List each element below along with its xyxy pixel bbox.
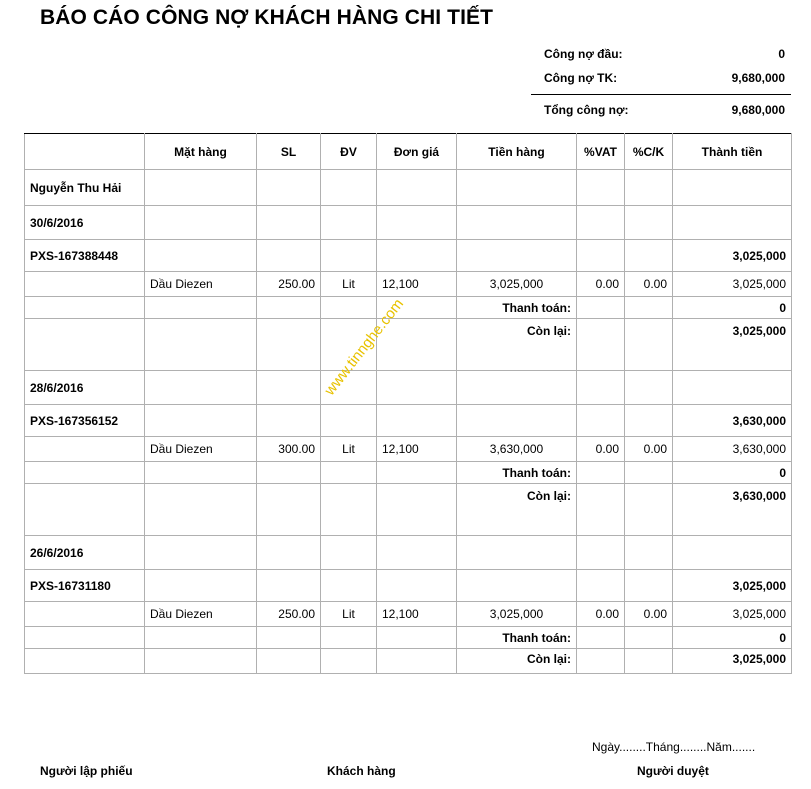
col-header [25, 134, 145, 170]
item-discount: 0.00 [625, 437, 673, 462]
date-cell: 30/6/2016 [25, 206, 145, 240]
item-price: 12,100 [377, 437, 457, 462]
item-amount: 3,025,000 [457, 602, 577, 627]
remaining-row [25, 649, 792, 674]
remaining-row [25, 319, 792, 371]
item-discount: 0.00 [625, 602, 673, 627]
col-header-qty: SL [257, 134, 321, 170]
col-header-total: Thành tiền [673, 134, 792, 170]
item-amount: 3,630,000 [457, 437, 577, 462]
paid-row [25, 627, 792, 649]
item-total: 3,630,000 [673, 437, 792, 462]
item-total: 3,025,000 [673, 602, 792, 627]
tk-label: Công nợ TK: [544, 71, 618, 85]
ledger-table [24, 133, 792, 674]
col-header-unit: ĐV [321, 134, 377, 170]
table-header [25, 134, 792, 170]
item-unit: Lit [321, 272, 377, 297]
paid-value: 0 [673, 462, 792, 484]
item-unit: Lit [321, 437, 377, 462]
paid-label: Thanh toán: [457, 297, 577, 319]
item-total: 3,025,000 [673, 272, 792, 297]
item-qty: 300.00 [257, 437, 321, 462]
remaining-row [25, 484, 792, 536]
date-row [25, 206, 792, 240]
col-header-discount: %C/K [625, 134, 673, 170]
paid-row [25, 297, 792, 319]
item-name: Dầu Diezen [145, 602, 257, 627]
document-total: 3,025,000 [673, 240, 792, 272]
item-name: Dầu Diezen [145, 272, 257, 297]
item-price: 12,100 [377, 602, 457, 627]
date-cell: 26/6/2016 [25, 536, 145, 570]
customer-name: Nguyễn Thu Hải [25, 170, 145, 206]
item-vat: 0.00 [577, 602, 625, 627]
item-discount: 0.00 [625, 272, 673, 297]
paid-row [25, 462, 792, 484]
item-qty: 250.00 [257, 602, 321, 627]
col-header-price: Đơn giá [377, 134, 457, 170]
paid-label: Thanh toán: [457, 627, 577, 649]
document-id: PXS-167388448 [25, 240, 145, 272]
remaining-value: 3,025,000 [673, 649, 792, 674]
document-id: PXS-16731180 [25, 570, 145, 602]
item-amount: 3,025,000 [457, 272, 577, 297]
col-header-amount: Tiền hàng [457, 134, 577, 170]
document-id: PXS-167356152 [25, 405, 145, 437]
total-value: 9,680,000 [731, 103, 785, 117]
date-cell: 28/6/2016 [25, 371, 145, 405]
summary-divider [531, 94, 791, 95]
paid-value: 0 [673, 297, 792, 319]
remaining-label: Còn lại: [457, 484, 577, 536]
item-price: 12,100 [377, 272, 457, 297]
document-total: 3,630,000 [673, 405, 792, 437]
item-unit: Lit [321, 602, 377, 627]
document-row [25, 405, 792, 437]
document-total: 3,025,000 [673, 570, 792, 602]
report-title: BÁO CÁO CÔNG NỢ KHÁCH HÀNG CHI TIẾT [40, 6, 494, 29]
document-row [25, 570, 792, 602]
table-row [25, 437, 792, 462]
signature-approver: Người duyệt [637, 764, 709, 778]
remaining-label: Còn lại: [457, 649, 577, 674]
remaining-value: 3,630,000 [673, 484, 792, 536]
item-vat: 0.00 [577, 437, 625, 462]
table-row [25, 272, 792, 297]
paid-label: Thanh toán: [457, 462, 577, 484]
total-label: Tổng công nợ: [544, 103, 629, 117]
signature-date-line: Ngày........Tháng........Năm....... [592, 740, 756, 754]
tk-value: 9,680,000 [731, 71, 785, 85]
col-header-vat: %VAT [577, 134, 625, 170]
date-row [25, 536, 792, 570]
customer-row [25, 170, 792, 206]
item-name: Dầu Diezen [145, 437, 257, 462]
opening-label: Công nợ đầu: [544, 47, 623, 61]
signature-preparer: Người lập phiếu [40, 764, 133, 778]
date-row [25, 371, 792, 405]
opening-value: 0 [778, 47, 785, 61]
col-header-item: Mặt hàng [145, 134, 257, 170]
paid-value: 0 [673, 627, 792, 649]
document-row [25, 240, 792, 272]
signature-customer: Khách hàng [327, 764, 396, 778]
item-vat: 0.00 [577, 272, 625, 297]
item-qty: 250.00 [257, 272, 321, 297]
table-row [25, 602, 792, 627]
remaining-label: Còn lại: [457, 319, 577, 371]
watermark-text: www.tinnghe.com [321, 295, 408, 399]
remaining-value: 3,025,000 [673, 319, 792, 371]
